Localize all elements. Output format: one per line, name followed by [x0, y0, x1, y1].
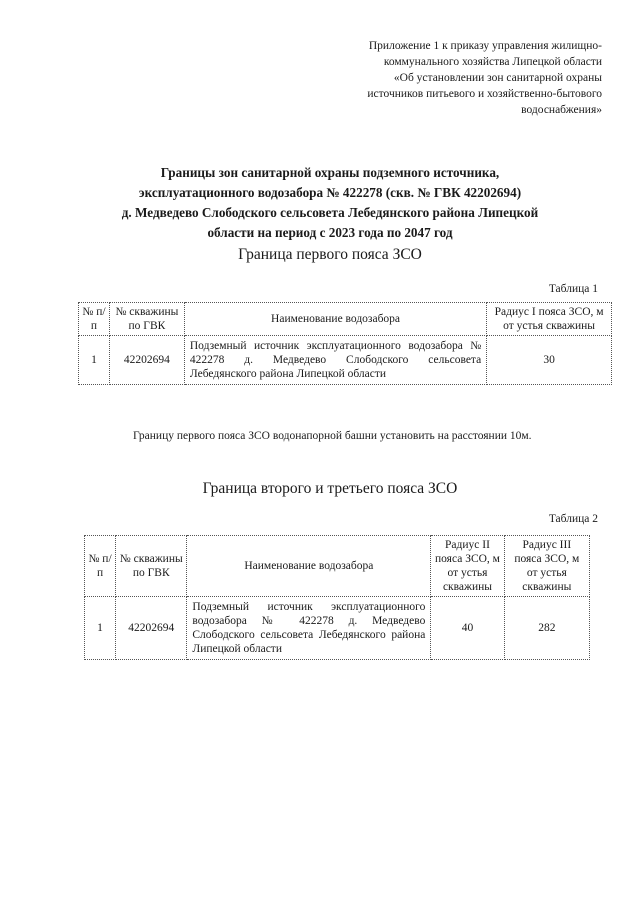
title-line: области на период с 2023 года по 2047 год: [207, 225, 453, 240]
cell-num: 1: [85, 597, 116, 660]
header-radius-2: Радиус II пояса ЗСО, м от устья скважины: [431, 536, 504, 597]
table-2-label: Таблица 2: [548, 513, 598, 525]
appendix-line: коммунального хозяйства Липецкой области: [383, 56, 602, 68]
table-second-third-zone: [84, 535, 590, 660]
appendix-line: «Об установлении зон санитарной охраны: [393, 72, 602, 84]
header-well: № скважины по ГВК: [109, 303, 184, 336]
header-name: Наименование водозабора: [187, 536, 431, 597]
document-title: [60, 163, 600, 243]
appendix-line: источников питьевого и хозяйственно-бытового: [367, 88, 602, 100]
table-1-label: Таблица 1: [548, 283, 598, 295]
cell-num: 1: [79, 336, 110, 385]
appendix-line: Приложение 1 к приказу управления жилищно-: [368, 40, 602, 52]
title-line: Границы зон санитарной охраны подземного источника,: [160, 165, 500, 180]
table-row: [79, 336, 612, 385]
cell-well: 42202694: [109, 336, 184, 385]
header-radius-1: Радиус I пояса ЗСО, м от устья скважины: [487, 303, 612, 336]
cell-name: Подземный источник эксплуатационного водозабора № 422278 д. Медведево Слободского сельсовета Лебедянского района Липецкой области: [187, 597, 431, 660]
header-num: № п/п: [85, 536, 116, 597]
header-name: Наименование водозабора: [184, 303, 486, 336]
title-line: д. Медведево Слободского сельсовета Лебедянского района Липецкой: [121, 205, 539, 220]
cell-radius-1: 30: [487, 336, 612, 385]
table-header-row: [85, 536, 590, 597]
table-first-zone: [78, 302, 612, 385]
cell-radius-2: 40: [431, 597, 504, 660]
header-num: № п/п: [79, 303, 110, 336]
appendix-note: [302, 38, 602, 118]
appendix-line: водоснабжения»: [521, 104, 602, 116]
section-heading-first-zone: Граница первого пояса ЗСО: [238, 246, 422, 263]
section-heading-second-third-zone: Граница второго и третьего пояса ЗСО: [202, 480, 458, 497]
header-radius-3: Радиус III пояса ЗСО, м от устья скважины: [504, 536, 589, 597]
cell-well: 42202694: [116, 597, 187, 660]
first-zone-note: Границу первого пояса ЗСО водонапорной башни установить на расстоянии 10м.: [133, 430, 532, 442]
cell-radius-3: 282: [504, 597, 589, 660]
cell-name: Подземный источник эксплуатационного водозабора № 422278 д. Медведево Слободского сельсовета Лебедянского района Липецкой области: [184, 336, 486, 385]
title-line: эксплуатационного водозабора № 422278 (скв. № ГВК 42202694): [138, 185, 522, 200]
table-header-row: [79, 303, 612, 336]
header-well: № скважины по ГВК: [116, 536, 187, 597]
table-row: [85, 597, 590, 660]
